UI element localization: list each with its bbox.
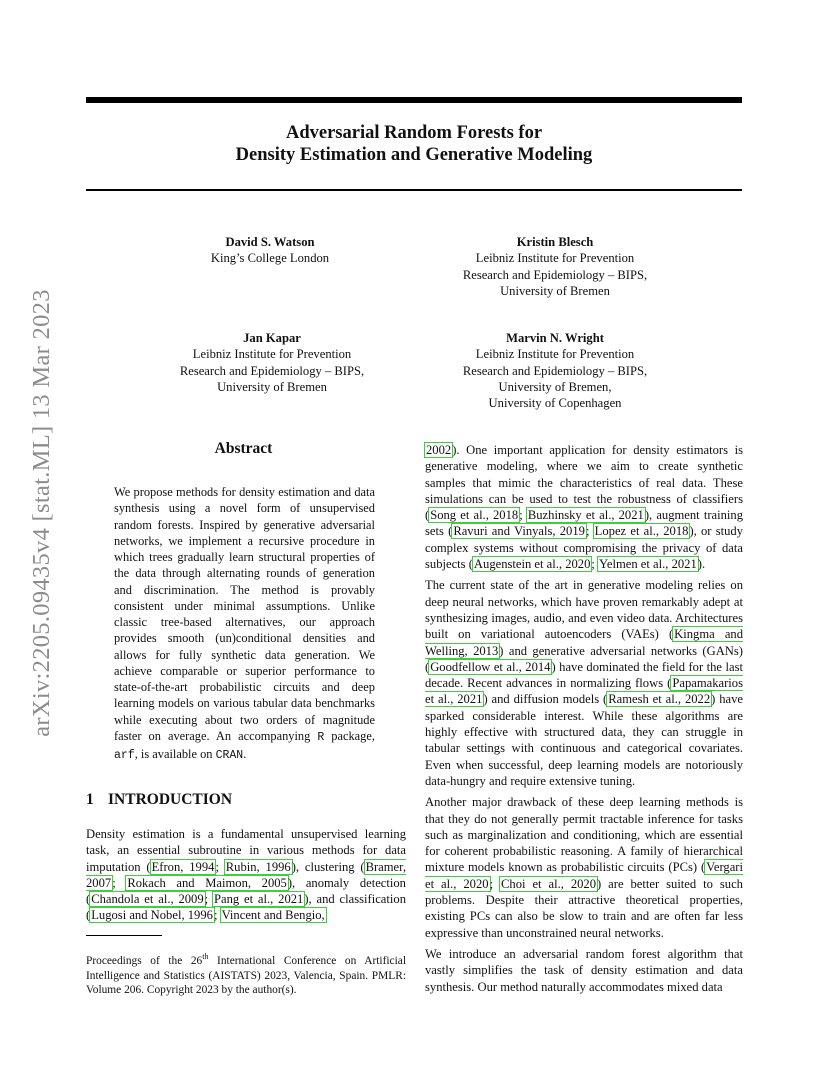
- paper-title: [86, 122, 742, 166]
- footnote-text: International Conference on Artificial Intelligence and Statistics (AISTATS) 2023, Valencia, Spain. PMLR: Volume 206. Copyright 2023 by the author(s).: [86, 954, 407, 997]
- author-name: Marvin N. Wright: [506, 331, 604, 345]
- citation-link[interactable]: Pang et al., 2021: [213, 892, 304, 907]
- citation-link[interactable]: Rokach and Maimon, 2005: [127, 875, 287, 890]
- arxiv-identifier-text: arXiv:2205.09435v4 [stat.ML] 13 Mar 2023: [28, 289, 55, 737]
- citation-link[interactable]: Kingma and Welling, 2013: [425, 627, 743, 658]
- body-text: ;: [204, 892, 213, 907]
- intro-left-column: [86, 826, 406, 924]
- body-text: ), augment training sets (: [425, 508, 743, 539]
- intro-right-column: [425, 442, 743, 1000]
- abstract-text: package,: [331, 728, 375, 743]
- author-name: David S. Watson: [225, 235, 315, 249]
- body-text: ) have sparked considerable interest. While these algorithms are highly effective with structured data, they can struggle in tabular settings with continuous and categorical covariates. Even when successful, deep learning models are notoriously data-hungry and require extensive tuning.: [425, 692, 743, 788]
- paragraph-contribution: [425, 946, 743, 995]
- paragraph-generative-modeling: [425, 442, 743, 572]
- author-block-wright: [440, 330, 670, 411]
- abstract-text: We propose methods for density estimation and data synthesis using a novel form of unsupervised random forests. Inspired by generative adversarial networks, we implement a recursive procedure in which trees gradually learn structural properties of the data through alternating rounds of generation and discrimination. The method is provably consistent under minimal assumptions. Unlike classic tree-based alternatives, our approach provides smooth (un)conditional densities and allows for fully synthetic data generation. We achieve comparable or superior performance to state-of-the-art probabilistic circuits and deep learning models on various tabular data benchmarks while executing about two orders of magnitude faster on average. An accompanying: [114, 485, 375, 743]
- body-text: ;: [489, 876, 501, 891]
- citation-link[interactable]: Ramesh et al., 2022: [608, 692, 711, 707]
- body-text: ;: [112, 875, 127, 890]
- author-block-watson: [170, 234, 370, 267]
- body-text: ) and diffusion models (: [483, 692, 608, 707]
- citation-link[interactable]: Choi et al., 2020: [501, 876, 597, 891]
- abstract-heading: Abstract: [214, 440, 273, 457]
- citation-link[interactable]: Vergari et al., 2020: [425, 860, 743, 891]
- footnote-text: Proceedings of the 26: [86, 954, 203, 967]
- paragraph-state-of-art: [425, 577, 743, 789]
- citation-link[interactable]: Papamakarios et al., 2021: [425, 676, 743, 707]
- citation-link[interactable]: Rubin, 1996: [225, 859, 291, 874]
- title-line-1: Adversarial Random Forests for: [285, 123, 543, 143]
- title-top-rule: [86, 97, 742, 103]
- citation-link[interactable]: Bramer, 2007: [86, 859, 406, 890]
- body-text: ;: [591, 557, 599, 572]
- body-text: ), or study complex systems without compromising the privacy of data subjects (: [425, 524, 744, 572]
- body-text: ;: [215, 859, 225, 874]
- cran-name: CRAN: [215, 749, 244, 762]
- author-name: Jan Kapar: [243, 331, 301, 345]
- citation-link[interactable]: 2002: [426, 443, 452, 457]
- body-text: ).: [697, 557, 706, 572]
- body-text: ) are better suited to such problems. Despite their attractive theoretical properties, existing PCs can also be slow to train and are often far less expressive than unconstrained neural networks.: [425, 876, 743, 940]
- citation-link[interactable]: Augenstein et al., 2020: [473, 557, 591, 572]
- citation-link[interactable]: Chandola et al., 2009: [91, 892, 204, 907]
- proceedings-footnote: [86, 950, 406, 998]
- body-text: ), and classification (: [86, 892, 406, 923]
- citation-link[interactable]: Efron, 1994: [151, 859, 215, 874]
- citation-link[interactable]: Lugosi and Nobel, 1996: [91, 908, 213, 923]
- footnote-superscript: th: [202, 952, 209, 961]
- citation-link[interactable]: Yelmen et al., 2021: [599, 557, 697, 572]
- author-affiliation: Research and Epidemiology – BIPS,: [179, 363, 365, 378]
- abstract-body: [114, 484, 375, 764]
- body-text: ;: [519, 508, 527, 523]
- author-affiliation: Research and Epidemiology – BIPS,: [462, 267, 648, 282]
- citation-link[interactable]: Vincent and Bengio,: [221, 908, 325, 923]
- paragraph-drawbacks: [425, 794, 743, 941]
- author-name: Kristin Blesch: [516, 235, 594, 249]
- author-affiliation: Leibniz Institute for Prevention: [192, 347, 352, 362]
- body-text: ;: [585, 524, 594, 539]
- body-text: Density estimation is a fundamental unsupervised learning task, an essential subroutine in various methods for data imputation (: [86, 827, 406, 874]
- author-block-kapar: [157, 330, 387, 395]
- body-text: ) and generative adversarial networks (GANs) (: [425, 643, 743, 674]
- body-text: ;: [213, 908, 221, 923]
- body-text: ). One important application for density estimators is generative modeling, where we aim to create synthetic samples that mimic the characteristics of real data. These simulations can be used to test the robustness of classifiers (: [425, 443, 743, 523]
- citation-link[interactable]: Lopez et al., 2018: [594, 524, 689, 539]
- title-line-2: Density Estimation and Generative Modeling: [235, 145, 593, 165]
- body-text: We introduce an adversarial random forest algorithm that vastly simplifies the task of density estimation and data synthesis. Our method naturally accommodates mixed data: [425, 946, 743, 994]
- abstract-text: , is available on: [134, 747, 213, 761]
- abstract-text: .: [243, 747, 247, 761]
- r-package-name: R: [317, 730, 325, 744]
- author-affiliation: Leibniz Institute for Prevention: [475, 251, 635, 266]
- body-text: ), anomaly detection (: [86, 875, 406, 907]
- body-text: ), clustering (: [291, 859, 365, 874]
- section-title-text: INTRODUCTION: [108, 791, 233, 808]
- body-text: The current state of the art in generative modeling relies on deep neural networks, which have proven remarkably adept at synthesizing images, audio, and even video data. Architectures built on variational autoencoders (VAEs) (: [425, 578, 743, 642]
- body-text: Another major drawback of these deep learning methods is that they do not generally permit tractable inference for tasks such as marginalization and conditioning, which are essential for coherent probabilistic reasoning. A family of hierarchical mixture models known as probabilistic circuits (PCs) (: [425, 795, 743, 875]
- author-affiliation: Leibniz Institute for Prevention: [475, 347, 635, 362]
- citation-link[interactable]: Buzhinsky et al., 2021: [527, 508, 644, 523]
- arxiv-identifier: [24, 278, 60, 748]
- citation-link[interactable]: Song et al., 2018: [430, 508, 519, 523]
- title-bottom-rule: [86, 189, 742, 191]
- author-affiliation: University of Bremen: [217, 379, 327, 394]
- footnote-rule: [86, 935, 162, 936]
- arf-package-name: arf: [114, 749, 135, 762]
- author-affiliation: Research and Epidemiology – BIPS,: [462, 363, 648, 378]
- author-block-blesch: [440, 234, 670, 299]
- citation-link[interactable]: Goodfellow et al., 2014: [430, 659, 551, 674]
- author-affiliation: University of Copenhagen: [488, 396, 622, 411]
- author-affiliation: University of Bremen,: [498, 379, 612, 394]
- author-affiliation: University of Bremen: [500, 283, 610, 298]
- citation-link[interactable]: Ravuri and Vinyals, 2019: [453, 524, 585, 539]
- section-number: 1: [86, 791, 94, 808]
- body-text: ) have dominated the field for the last decade. Recent advances in normalizing flows (: [425, 659, 743, 691]
- section-heading-introduction: [86, 791, 401, 809]
- author-affiliation: King’s College London: [210, 251, 330, 266]
